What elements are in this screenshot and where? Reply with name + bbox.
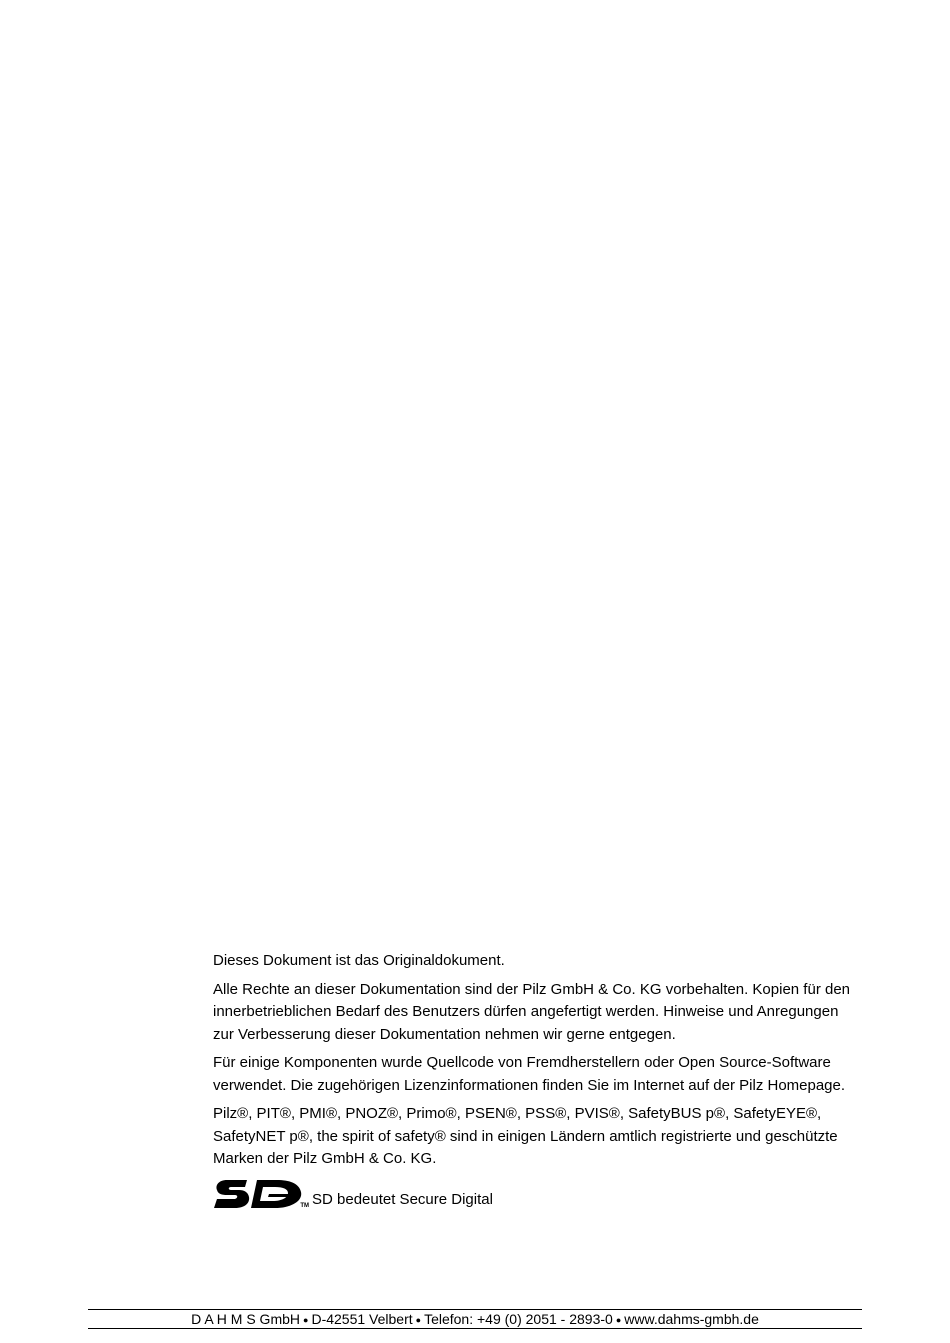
footer-company: D A H M S GmbH (191, 1311, 301, 1327)
sd-logo-icon (213, 1177, 303, 1211)
sd-logo (213, 1177, 309, 1211)
footer-website: www.dahms-gmbh.de (624, 1311, 759, 1327)
sd-trademark-mark: TM (300, 1202, 309, 1209)
trademarks-paragraph: Pilz®, PIT®, PMI®, PNOZ®, Primo®, PSEN®, PSS®, PVIS®, SafetyBUS p®, SafetyEYE®, SafetyNET p®, the spirit of safety® sind in einigen Ländern amtlich registrierte und geschützte Marken der Pilz GmbH & Co. KG. (213, 1105, 838, 1167)
document-body (213, 950, 863, 1211)
footer-phone: Telefon: +49 (0) 2051 - 2893-0 (424, 1311, 613, 1327)
sd-caption: SD bedeutet Secure Digital (312, 1190, 493, 1208)
sd-logo-row (213, 1177, 863, 1211)
original-document-note: Dieses Dokument ist das Originaldokument. (213, 952, 505, 969)
footer-rule-bottom (88, 1328, 862, 1329)
footer-separator: ● (303, 1314, 309, 1325)
footer-separator: ● (615, 1314, 622, 1325)
rights-paragraph: Alle Rechte an dieser Dokumentation sind der Pilz GmbH & Co. KG vorbehalten. Kopien für den innerbetrieblichen Bedarf des Benutzers dürfen angefertigt werden. Hinweise und Anregungen zur Verbesserung dieser Dokumentation nehmen wir gerne entgegen. (213, 980, 851, 1043)
footer-address: D-42551 Velbert (311, 1311, 413, 1327)
open-source-paragraph: Für einige Komponenten wurde Quellcode von Fremdherstellern oder Open Source-Software verwendet. Die zugehörigen Lizenzinformationen finden Sie im Internet auf der Pilz Homepage. (213, 1054, 846, 1094)
footer-rule-top (88, 1309, 862, 1310)
footer-separator: ● (415, 1314, 422, 1325)
footer (88, 1311, 862, 1328)
